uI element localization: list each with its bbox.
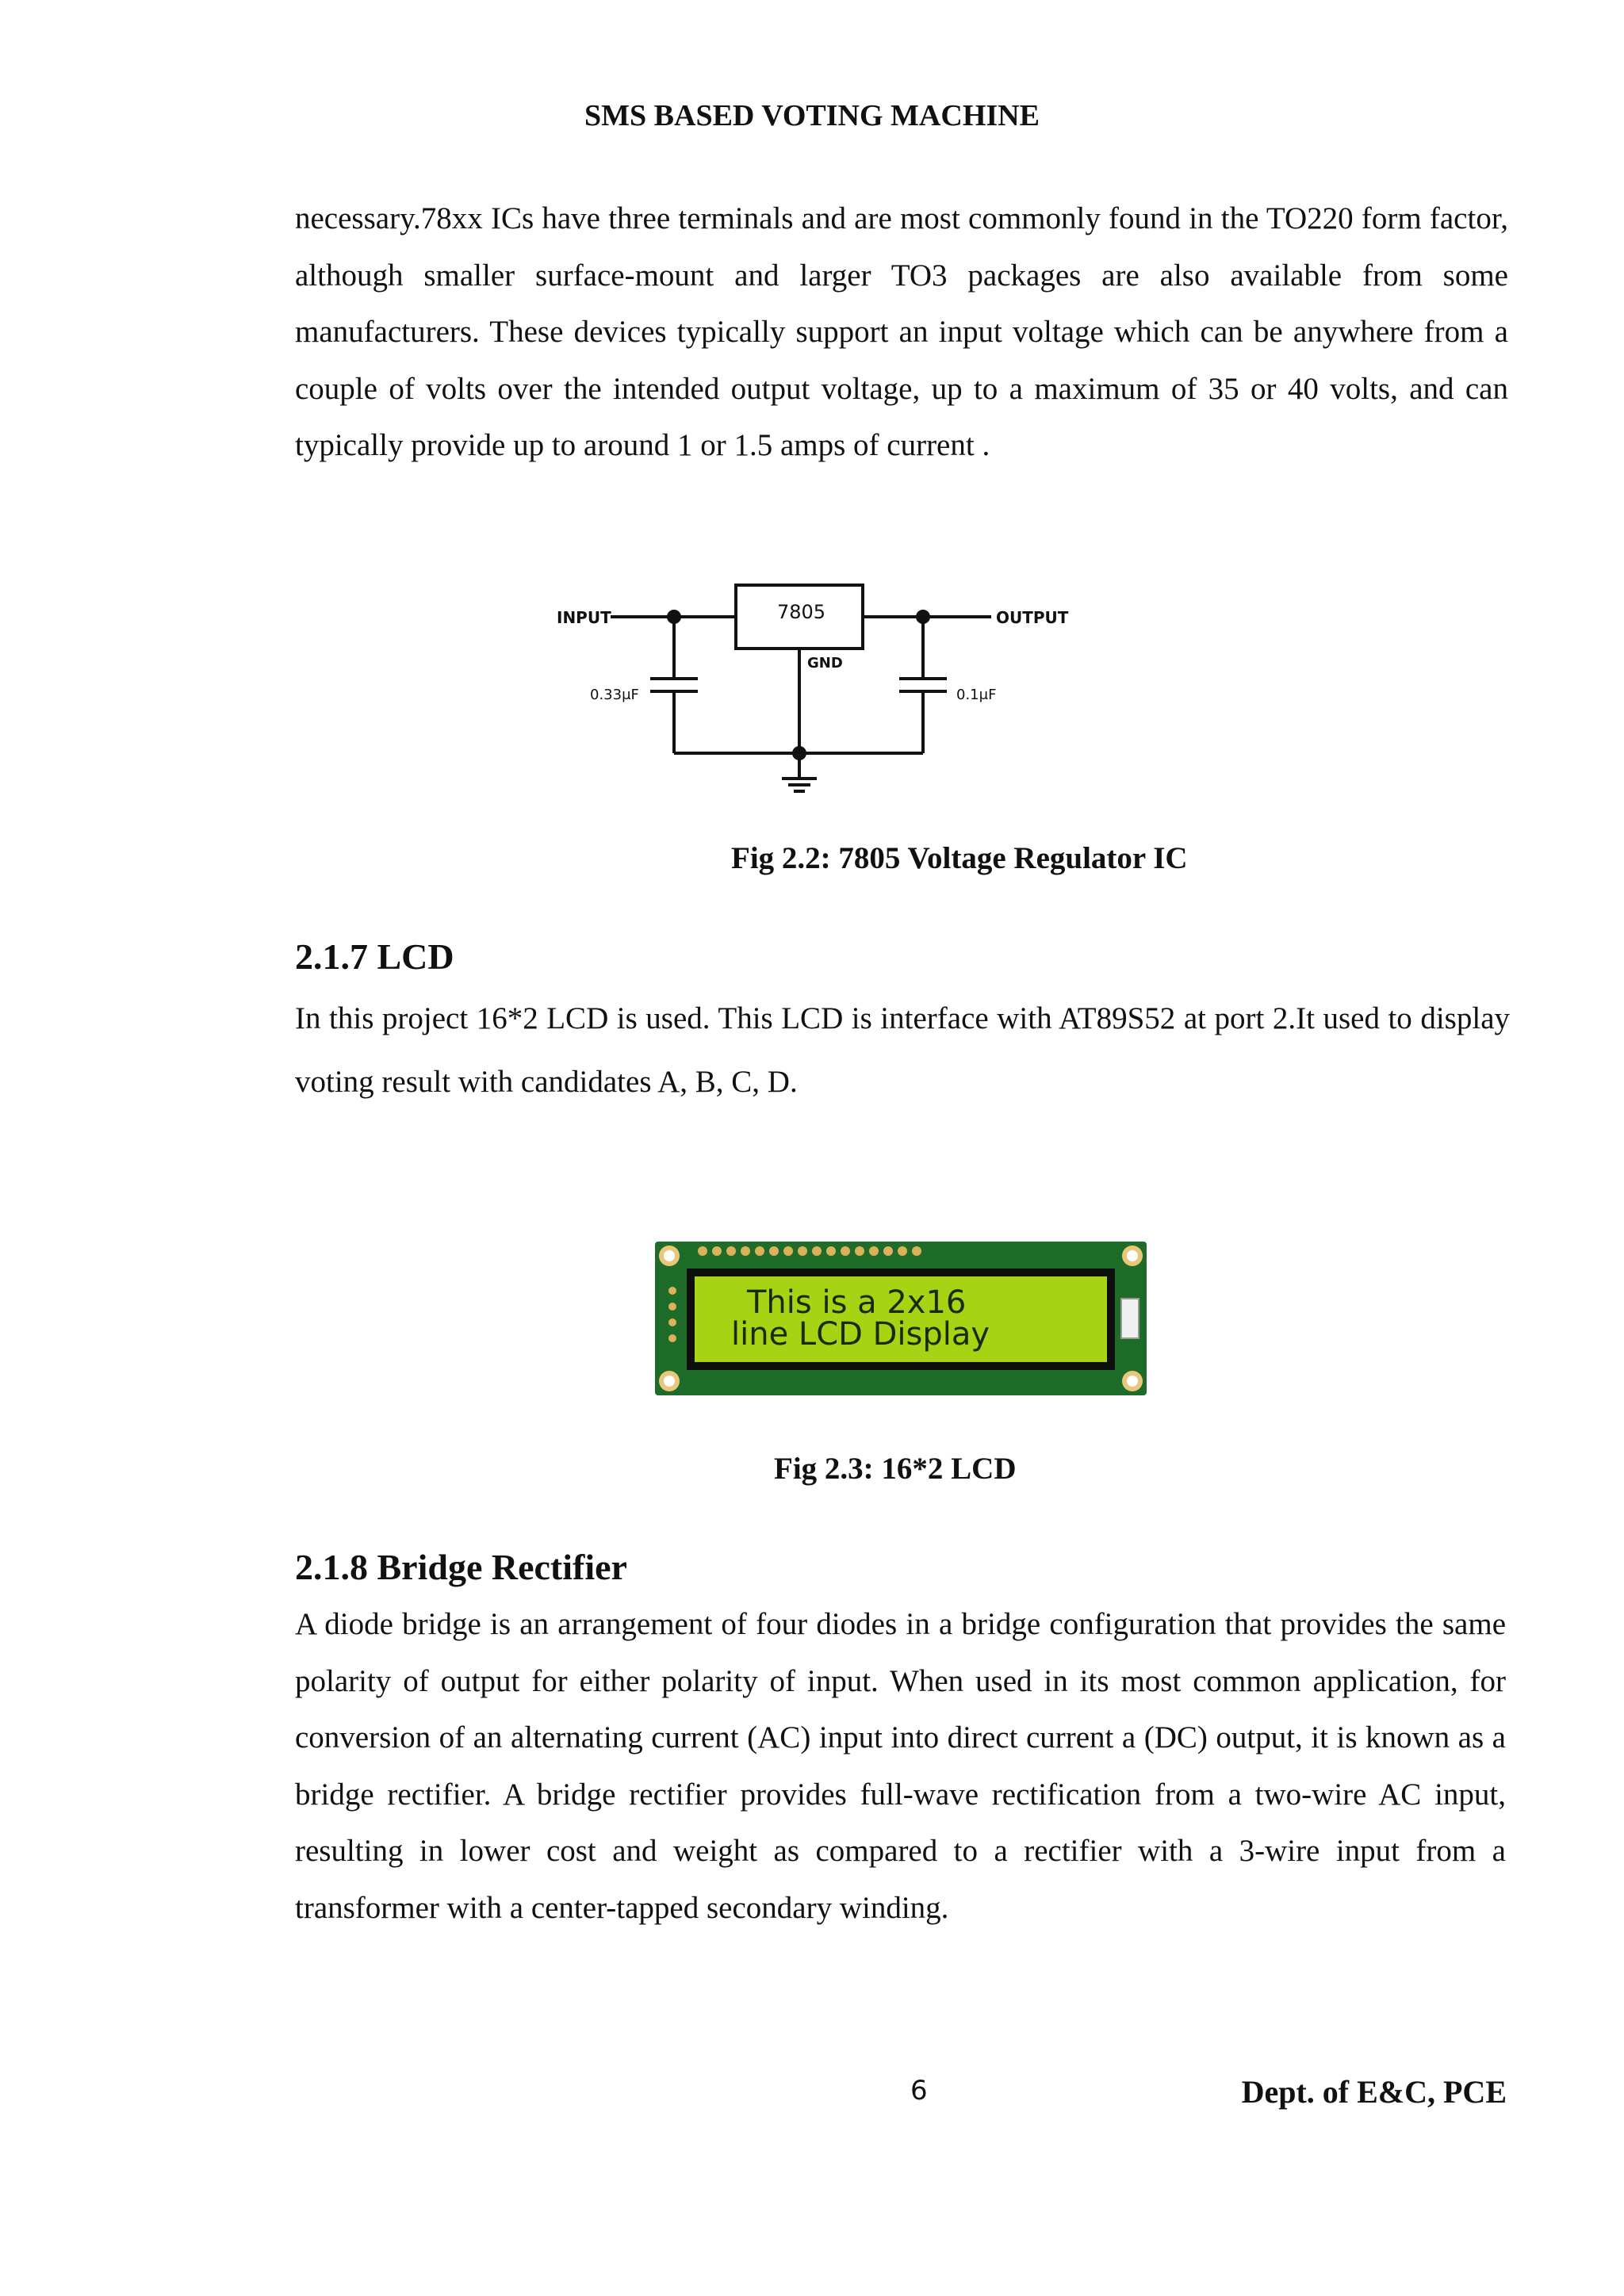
output-capacitor-label: 0.1μF — [956, 687, 997, 703]
input-capacitor-label: 0.33μF — [590, 687, 639, 703]
paragraph-78xx: necessary.78xx ICs have three terminals and are most commonly found in the TO220 form factor, although smaller surface-mount and larger TO3 packages are also available from some manufacturers. These devices typically support an input voltage which can be anywhere from a couple of volts over the intended output voltage, up to a maximum of 35 or 40 volts, and can typically provide up to around 1 or 1.5 amps of current . — [295, 201, 1508, 462]
regulator-schematic — [547, 571, 1071, 817]
paragraph-bridge-rectifier: A diode bridge is an arrangement of four diodes in a bridge configuration that provides the same polarity of output for either polarity of input. When used in its most common application, for conversion of an alternating current (AC) input into direct current a (DC) output, it is known as a bridge rectifier. A bridge rectifier provides full-wave rectification from a two-wire AC input, resulting in lower cost and weight as compared to a rectifier with a 3-wire input from a transformer with a center-tapped secondary winding. — [295, 1607, 1506, 1925]
lcd-module-image — [655, 1242, 1147, 1395]
document-header: SMS BASED VOTING MACHINE — [584, 99, 1040, 132]
figure-caption-regulator: Fig 2.2: 7805 Voltage Regulator IC — [731, 841, 1188, 875]
input-label: INPUT — [557, 608, 611, 627]
gnd-label: GND — [807, 655, 843, 672]
figure-caption-lcd: Fig 2.3: 16*2 LCD — [774, 1452, 1017, 1486]
section-heading-bridge-rectifier: 2.1.8 Bridge Rectifier — [295, 1547, 627, 1587]
section-heading-lcd: 2.1.7 LCD — [295, 936, 454, 977]
footer-department: Dept. of E&C, PCE — [1241, 2074, 1507, 2110]
output-label: OUTPUT — [996, 608, 1069, 627]
lcd-line-1: This is a 2x16 — [747, 1284, 967, 1321]
paragraph-lcd: In this project 16*2 LCD is used. This LCD is interface with AT89S52 at port 2.It used to display voting result with candidates A, B, C, D. — [295, 1001, 1510, 1099]
ic-label: 7805 — [777, 601, 826, 623]
lcd-line-2: line LCD Display — [731, 1316, 990, 1353]
page-number: 6 — [910, 2075, 928, 2107]
